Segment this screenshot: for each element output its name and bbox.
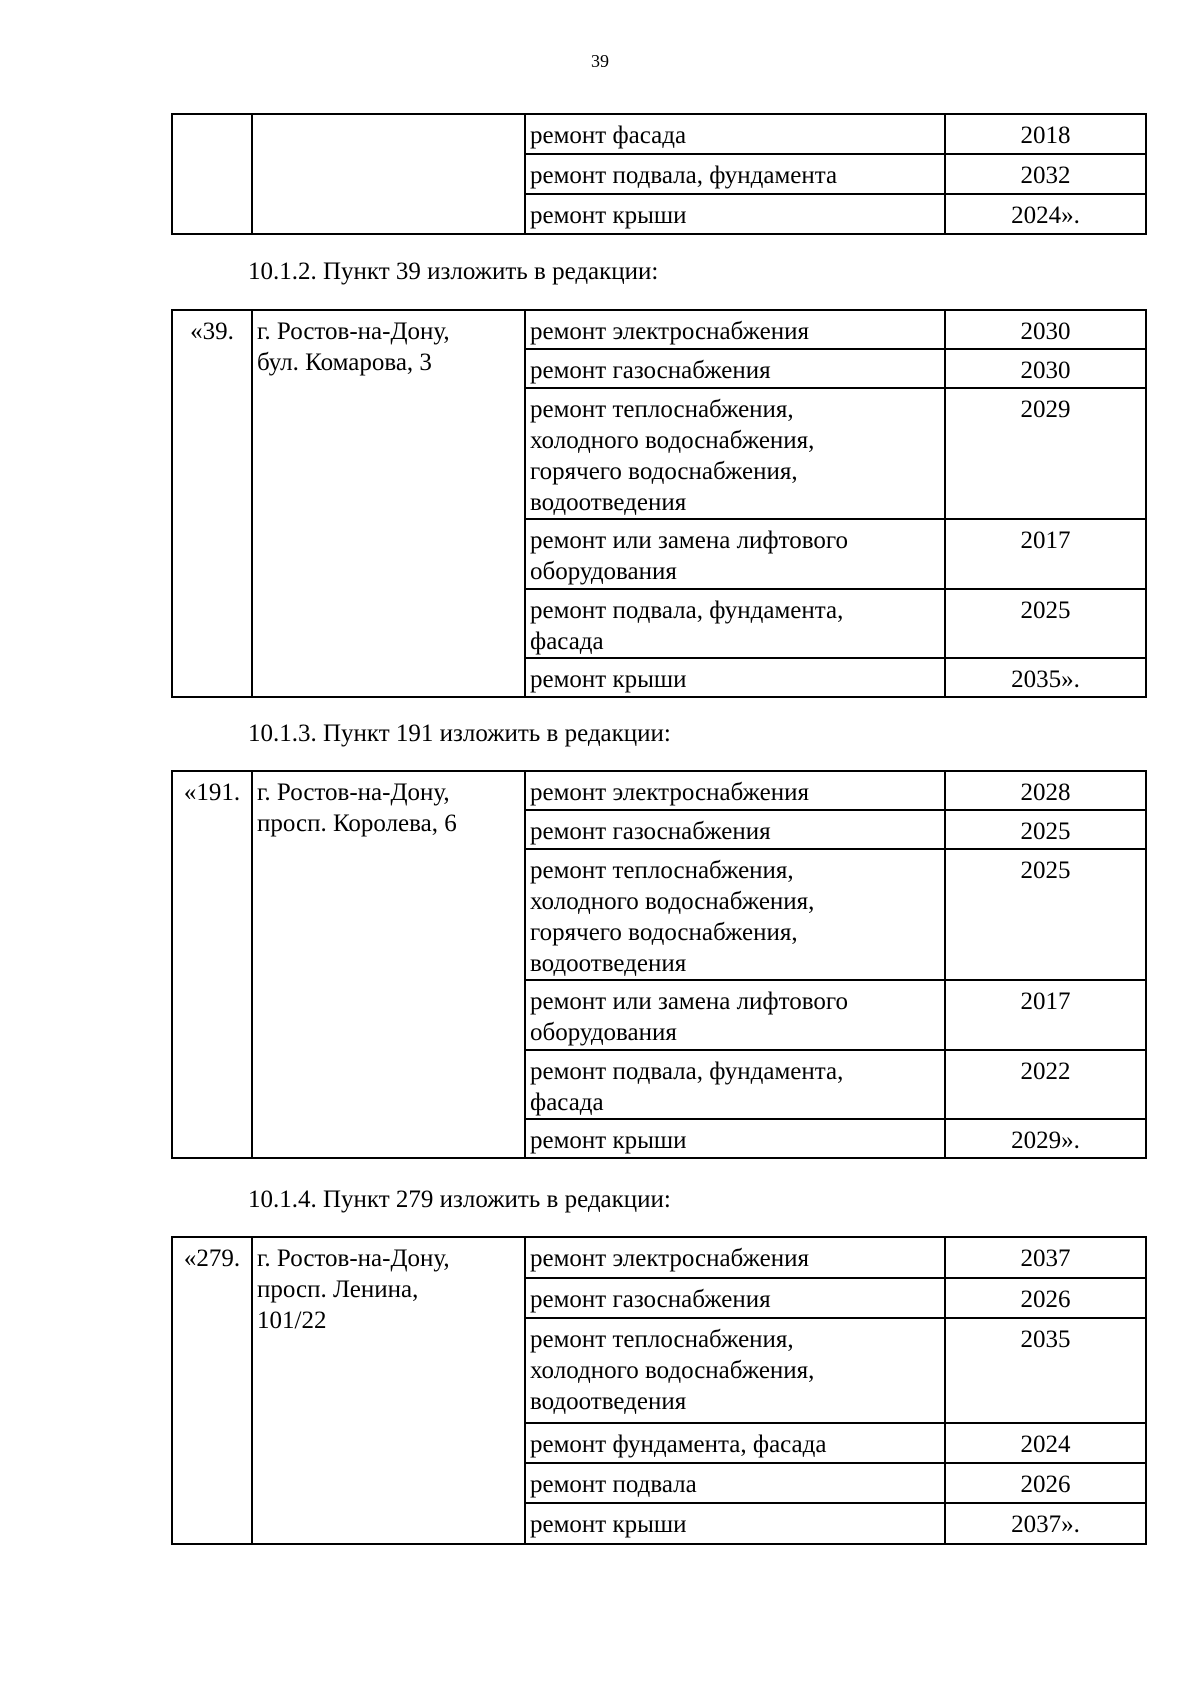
year-cell <box>945 519 1146 589</box>
year-value: 2030 <box>1020 318 1071 345</box>
year-cell <box>945 589 1146 658</box>
table-row <box>172 310 1146 349</box>
work-type-line: водоотведения <box>530 489 687 516</box>
item-number-cell <box>172 1237 252 1544</box>
year-cell <box>945 771 1146 810</box>
work-type-line: ремонт теплоснабжения, <box>530 396 794 423</box>
table-row <box>172 1237 1146 1278</box>
address-line: просп. Ленина, <box>257 1276 419 1303</box>
year-value: 2029 <box>1020 396 1071 423</box>
year-cell <box>945 810 1146 849</box>
section-heading: 10.1.2. Пункт 39 изложить в редакции: <box>248 258 659 285</box>
work-type-line: водоотведения <box>530 950 687 977</box>
work-type-line: оборудования <box>530 558 677 585</box>
year-value: 2018 <box>1020 122 1071 149</box>
work-type-cell <box>525 1050 945 1119</box>
work-type-cell <box>525 1318 945 1423</box>
address-line: просп. Королева, 6 <box>257 810 457 837</box>
work-type-cell <box>525 114 945 154</box>
work-type-line: ремонт подвала, фундамента <box>530 162 838 189</box>
work-type-line: холодного водоснабжения, <box>530 427 815 454</box>
item-number-cell <box>172 310 252 697</box>
year-value: 2029». <box>1011 1127 1080 1154</box>
repair-schedule-table <box>171 770 1147 1159</box>
year-cell <box>945 1237 1146 1278</box>
address-line: г. Ростов-на-Дону, <box>257 318 450 345</box>
year-value: 2032 <box>1020 162 1071 189</box>
year-cell <box>945 658 1146 697</box>
year-value: 2037 <box>1020 1245 1071 1272</box>
work-type-line: ремонт электроснабжения <box>530 779 809 806</box>
year-cell <box>945 310 1146 349</box>
work-type-cell <box>525 1423 945 1463</box>
year-value: 2035 <box>1020 1326 1071 1353</box>
item-number: «279. <box>183 1245 241 1272</box>
year-cell <box>945 349 1146 388</box>
work-type-cell <box>525 1278 945 1318</box>
work-type-cell <box>525 349 945 388</box>
work-type-cell <box>525 388 945 519</box>
year-cell <box>945 388 1146 519</box>
year-value: 2017 <box>1020 988 1071 1015</box>
year-value: 2025 <box>1020 818 1071 845</box>
year-cell <box>945 1278 1146 1318</box>
work-type-line: ремонт теплоснабжения, <box>530 1326 794 1353</box>
work-type-line: ремонт газоснабжения <box>530 818 771 845</box>
work-type-line: ремонт крыши <box>530 1127 687 1154</box>
address-cell <box>252 771 525 1158</box>
year-value: 2037». <box>1011 1511 1080 1538</box>
year-value: 2026 <box>1020 1286 1071 1313</box>
year-value: 2030 <box>1020 357 1071 384</box>
address-cell <box>252 114 525 234</box>
year-cell <box>945 1503 1146 1544</box>
work-type-line: ремонт крыши <box>530 1511 687 1538</box>
address-cell <box>252 1237 525 1544</box>
work-type-line: холодного водоснабжения, <box>530 888 815 915</box>
address-cell <box>252 310 525 697</box>
year-cell <box>945 194 1146 234</box>
work-type-cell <box>525 849 945 980</box>
page-number: 39 <box>591 51 609 71</box>
year-cell <box>945 1318 1146 1423</box>
work-type-cell <box>525 194 945 234</box>
work-type-line: водоотведения <box>530 1388 687 1415</box>
work-type-cell <box>525 519 945 589</box>
work-type-line: ремонт подвала <box>530 1471 697 1498</box>
work-type-cell <box>525 1463 945 1503</box>
address-line: бул. Комарова, 3 <box>257 349 432 376</box>
work-type-line: горячего водоснабжения, <box>530 458 798 485</box>
work-type-cell <box>525 1503 945 1544</box>
year-cell <box>945 154 1146 194</box>
work-type-cell <box>525 1119 945 1158</box>
repair-schedule-table <box>171 1236 1147 1545</box>
address-line: 101/22 <box>257 1307 327 1334</box>
work-type-line: ремонт крыши <box>530 666 687 693</box>
work-type-line: холодного водоснабжения, <box>530 1357 815 1384</box>
work-type-line: оборудования <box>530 1019 677 1046</box>
year-value: 2024». <box>1011 202 1080 229</box>
work-type-cell <box>525 1237 945 1278</box>
year-cell <box>945 1050 1146 1119</box>
work-type-line: ремонт газоснабжения <box>530 1286 771 1313</box>
item-number: «39. <box>190 318 234 345</box>
year-value: 2022 <box>1020 1058 1071 1085</box>
table-row <box>172 114 1146 154</box>
item-number: «191. <box>183 779 241 806</box>
work-type-line: ремонт крыши <box>530 202 687 229</box>
address-line: г. Ростов-на-Дону, <box>257 779 450 806</box>
year-cell <box>945 1423 1146 1463</box>
address-line: г. Ростов-на-Дону, <box>257 1245 450 1272</box>
repair-schedule-table <box>171 113 1147 235</box>
year-value: 2017 <box>1020 527 1071 554</box>
year-value: 2025 <box>1020 597 1071 624</box>
year-value: 2025 <box>1020 857 1071 884</box>
year-cell <box>945 114 1146 154</box>
work-type-cell <box>525 658 945 697</box>
year-cell <box>945 849 1146 980</box>
work-type-cell <box>525 310 945 349</box>
section-heading: 10.1.3. Пункт 191 изложить в редакции: <box>248 720 671 747</box>
work-type-line: ремонт газоснабжения <box>530 357 771 384</box>
work-type-cell <box>525 980 945 1050</box>
work-type-cell <box>525 589 945 658</box>
item-number-cell <box>172 114 252 234</box>
year-cell <box>945 1119 1146 1158</box>
work-type-line: ремонт теплоснабжения, <box>530 857 794 884</box>
table-row <box>172 771 1146 810</box>
work-type-line: ремонт или замена лифтового <box>530 988 848 1015</box>
section-heading: 10.1.4. Пункт 279 изложить в редакции: <box>248 1186 671 1213</box>
work-type-line: ремонт электроснабжения <box>530 1245 809 1272</box>
work-type-line: ремонт подвала, фундамента, <box>530 597 844 624</box>
work-type-cell <box>525 810 945 849</box>
year-cell <box>945 1463 1146 1503</box>
year-cell <box>945 980 1146 1050</box>
year-value: 2024 <box>1020 1431 1071 1458</box>
work-type-cell <box>525 771 945 810</box>
year-value: 2035». <box>1011 666 1080 693</box>
work-type-line: фасада <box>530 628 604 655</box>
work-type-line: ремонт подвала, фундамента, <box>530 1058 844 1085</box>
work-type-line: ремонт электроснабжения <box>530 318 809 345</box>
work-type-line: ремонт фундамента, фасада <box>530 1431 827 1458</box>
item-number-cell <box>172 771 252 1158</box>
work-type-line: ремонт фасада <box>530 122 687 149</box>
work-type-line: горячего водоснабжения, <box>530 919 798 946</box>
work-type-line: ремонт или замена лифтового <box>530 527 848 554</box>
year-value: 2028 <box>1020 779 1071 806</box>
year-value: 2026 <box>1020 1471 1071 1498</box>
work-type-line: фасада <box>530 1089 604 1116</box>
repair-schedule-table <box>171 309 1147 698</box>
work-type-cell <box>525 154 945 194</box>
